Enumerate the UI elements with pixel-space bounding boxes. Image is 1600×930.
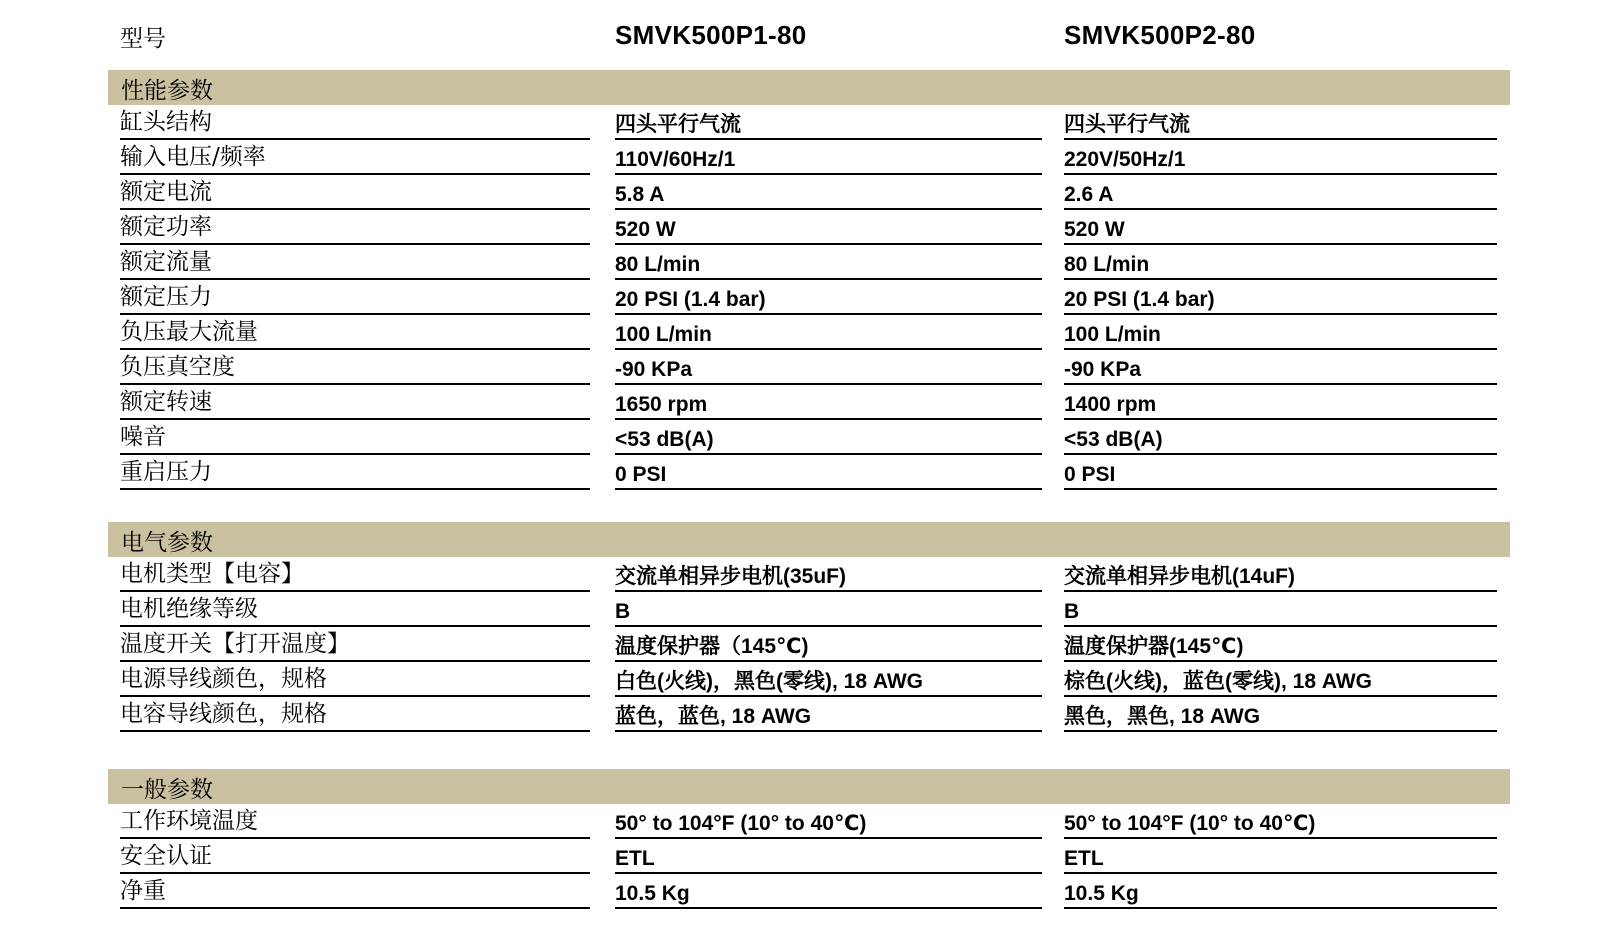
section-title: 电气参数 bbox=[121, 530, 213, 556]
spec-value-model-1: 1650 rpm bbox=[615, 387, 1042, 420]
spec-value-model-2: 520 W bbox=[1064, 212, 1497, 245]
spec-value-model-2: 棕色(火线)，蓝色(零线), 18 AWG bbox=[1064, 664, 1497, 697]
spec-value-model-1: 四头平行气流 bbox=[615, 107, 1042, 140]
spec-value-model-2: 10.5 Kg bbox=[1064, 876, 1497, 909]
spec-value-model-1: 520 W bbox=[615, 212, 1042, 245]
spec-row bbox=[0, 839, 1600, 874]
spec-value-model-1: ETL bbox=[615, 841, 1042, 874]
spec-value-model-2: 0 PSI bbox=[1064, 457, 1497, 490]
spec-label: 电机绝缘等级 bbox=[120, 594, 590, 627]
spec-value-model-1: 20 PSI (1.4 bar) bbox=[615, 282, 1042, 315]
spec-row bbox=[0, 350, 1600, 385]
section-header-performance bbox=[108, 70, 1510, 105]
electrical-section bbox=[0, 522, 1600, 732]
section-title: 一般参数 bbox=[121, 777, 213, 803]
spec-value-model-2: 50° to 104°F (10° to 40℃) bbox=[1064, 806, 1497, 839]
spec-label: 缸头结构 bbox=[120, 107, 590, 140]
spec-value-model-2: 温度保护器(145℃) bbox=[1064, 629, 1497, 662]
section-header-electrical bbox=[108, 522, 1510, 557]
spec-value-model-2: 220V/50Hz/1 bbox=[1064, 142, 1497, 175]
spec-value-model-2: 80 L/min bbox=[1064, 247, 1497, 280]
spec-value-model-2: 2.6 A bbox=[1064, 177, 1497, 210]
spec-value-model-2: <53 dB(A) bbox=[1064, 422, 1497, 455]
spec-value-model-1: 80 L/min bbox=[615, 247, 1042, 280]
spec-row bbox=[0, 105, 1600, 140]
spec-value-model-1: 50° to 104°F (10° to 40℃) bbox=[615, 806, 1042, 839]
spec-value-model-1: 温度保护器（145℃) bbox=[615, 629, 1042, 662]
spec-row bbox=[0, 804, 1600, 839]
spec-row bbox=[0, 592, 1600, 627]
spec-value-model-2: 100 L/min bbox=[1064, 317, 1497, 350]
spec-label: 额定转速 bbox=[120, 387, 590, 420]
spec-value-model-1: 10.5 Kg bbox=[615, 876, 1042, 909]
spec-row bbox=[0, 140, 1600, 175]
spec-value-model-2: ETL bbox=[1064, 841, 1497, 874]
spec-value-model-1: B bbox=[615, 594, 1042, 627]
general-rows bbox=[0, 804, 1600, 909]
spec-label: 输入电压/频率 bbox=[120, 142, 590, 175]
spec-row bbox=[0, 557, 1600, 592]
spec-label: 净重 bbox=[120, 876, 590, 909]
spec-row bbox=[0, 662, 1600, 697]
spec-value-model-1: 110V/60Hz/1 bbox=[615, 142, 1042, 175]
spec-label: 额定功率 bbox=[120, 212, 590, 245]
spec-value-model-2: 20 PSI (1.4 bar) bbox=[1064, 282, 1497, 315]
spec-row bbox=[0, 385, 1600, 420]
spec-row bbox=[0, 627, 1600, 662]
spec-value-model-2: -90 KPa bbox=[1064, 352, 1497, 385]
spec-value-model-1: 100 L/min bbox=[615, 317, 1042, 350]
model-1-name: SMVK500P1-80 bbox=[615, 20, 807, 50]
spec-label: 负压真空度 bbox=[120, 352, 590, 385]
spec-row bbox=[0, 697, 1600, 732]
spec-value-model-1: -90 KPa bbox=[615, 352, 1042, 385]
spec-label: 温度开关【打开温度】 bbox=[120, 629, 590, 662]
spec-row bbox=[0, 455, 1600, 490]
spec-row bbox=[0, 175, 1600, 210]
spec-label: 电源导线颜色，规格 bbox=[120, 664, 590, 697]
spec-row bbox=[0, 420, 1600, 455]
spec-row bbox=[0, 874, 1600, 909]
spec-label: 额定流量 bbox=[120, 247, 590, 280]
spec-value-model-1: 5.8 A bbox=[615, 177, 1042, 210]
model-2-name: SMVK500P2-80 bbox=[1064, 20, 1256, 50]
section-title: 性能参数 bbox=[121, 78, 213, 104]
spec-value-model-2: B bbox=[1064, 594, 1497, 627]
spec-value-model-2: 1400 rpm bbox=[1064, 387, 1497, 420]
spec-value-model-1: 交流单相异步电机(35uF) bbox=[615, 559, 1042, 592]
spec-label: 工作环境温度 bbox=[120, 806, 590, 839]
spec-value-model-2: 四头平行气流 bbox=[1064, 107, 1497, 140]
performance-rows bbox=[0, 105, 1600, 490]
performance-section bbox=[0, 70, 1600, 490]
general-section bbox=[0, 769, 1600, 909]
spec-label: 电机类型【电容】 bbox=[120, 559, 590, 592]
spec-label: 重启压力 bbox=[120, 457, 590, 490]
spec-value-model-1: 白色(火线)，黑色(零线), 18 AWG bbox=[615, 664, 1042, 697]
spec-value-model-1: 0 PSI bbox=[615, 457, 1042, 490]
spec-row bbox=[0, 245, 1600, 280]
spec-label: 负压最大流量 bbox=[120, 317, 590, 350]
spec-label: 额定压力 bbox=[120, 282, 590, 315]
section-header-general bbox=[108, 769, 1510, 804]
spec-label: 噪音 bbox=[120, 422, 590, 455]
spec-row bbox=[0, 280, 1600, 315]
spec-label: 额定电流 bbox=[120, 177, 590, 210]
spec-label: 安全认证 bbox=[120, 841, 590, 874]
spec-value-model-2: 交流单相异步电机(14uF) bbox=[1064, 559, 1497, 592]
spec-value-model-2: 黑色，黑色, 18 AWG bbox=[1064, 699, 1497, 732]
spec-row bbox=[0, 315, 1600, 350]
spec-label: 电容导线颜色，规格 bbox=[120, 699, 590, 732]
spec-row bbox=[0, 210, 1600, 245]
spec-value-model-1: <53 dB(A) bbox=[615, 422, 1042, 455]
spec-value-model-1: 蓝色，蓝色, 18 AWG bbox=[615, 699, 1042, 732]
model-label: 型号 bbox=[120, 26, 166, 52]
electrical-rows bbox=[0, 557, 1600, 732]
